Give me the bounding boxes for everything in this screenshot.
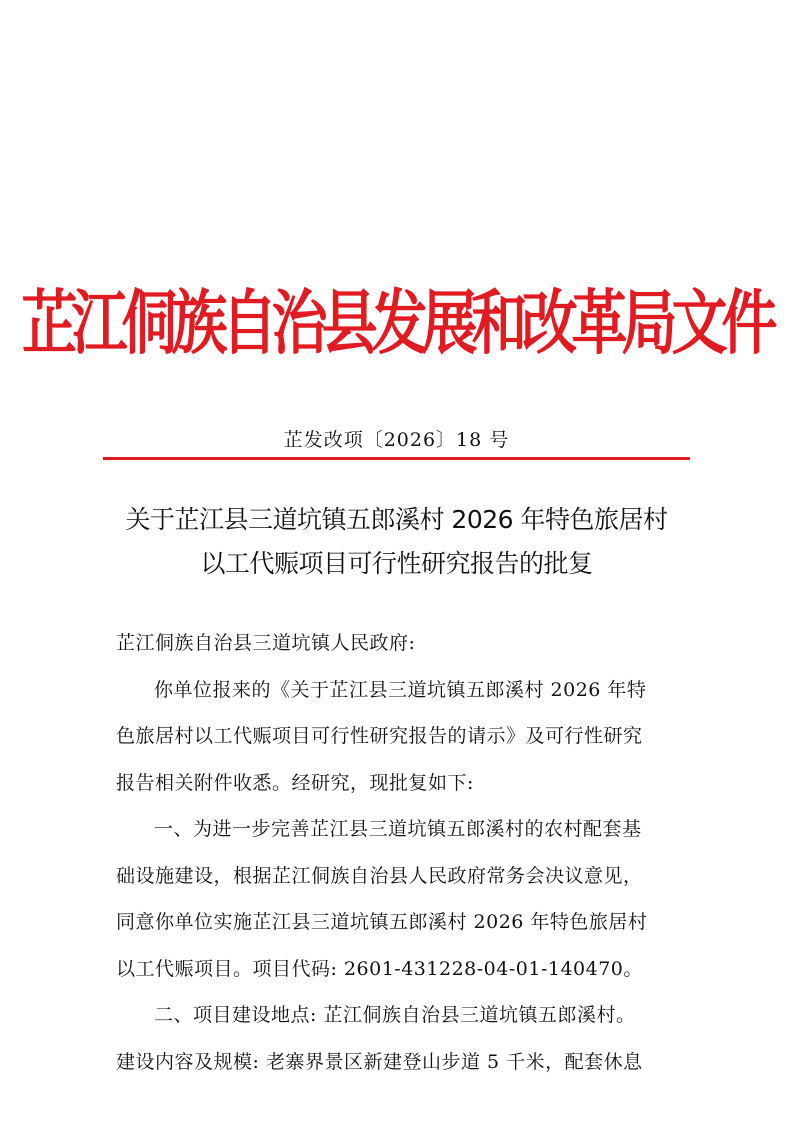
document-masthead: 芷江侗族自治县发展和改革局文件 <box>21 283 772 365</box>
document-number: 芷发改项〔2026〕18 号 <box>283 429 510 451</box>
body-line-6: 同意你单位实施芷江县三道坑镇五郎溪村 2026 年特色旅居村 <box>116 911 648 933</box>
red-divider-line <box>103 457 690 460</box>
body-line-8: 二、项目建设地点: 芷江侗族自治县三道坑镇五郎溪村。 <box>154 1004 636 1026</box>
document-title-line-2: 以工代赈项目可行性研究报告的批复 <box>200 549 593 578</box>
body-line-1: 你单位报来的《关于芷江县三道坑镇五郎溪村 2026 年特 <box>154 678 647 701</box>
document-title-line-1: 关于芷江县三道坑镇五郎溪村 2026 年特色旅居村 <box>125 505 668 534</box>
body-line-7: 以工代赈项目。项目代码: 2601-431228-04-01-140470。 <box>116 957 643 980</box>
body-line-5: 础设施建设，根据芷江侗族自治县人民政府常务会决议意见， <box>116 864 643 887</box>
body-line-3: 报告相关附件收悉。经研究，现批复如下: <box>116 771 474 794</box>
body-line-9: 建设内容及规模: 老寨界景区新建登山步道 5 千米，配套休息 <box>116 1050 643 1073</box>
document-body <box>116 620 690 1085</box>
salutation: 芷江侗族自治县三道坑镇人民政府: <box>116 632 416 654</box>
body-line-4: 一、为进一步完善芷江县三道坑镇五郎溪村的农村配套基 <box>154 818 642 840</box>
document-title <box>0 498 793 586</box>
body-line-2: 色旅居村以工代赈项目可行性研究报告的请示》及可行性研究 <box>116 725 643 747</box>
